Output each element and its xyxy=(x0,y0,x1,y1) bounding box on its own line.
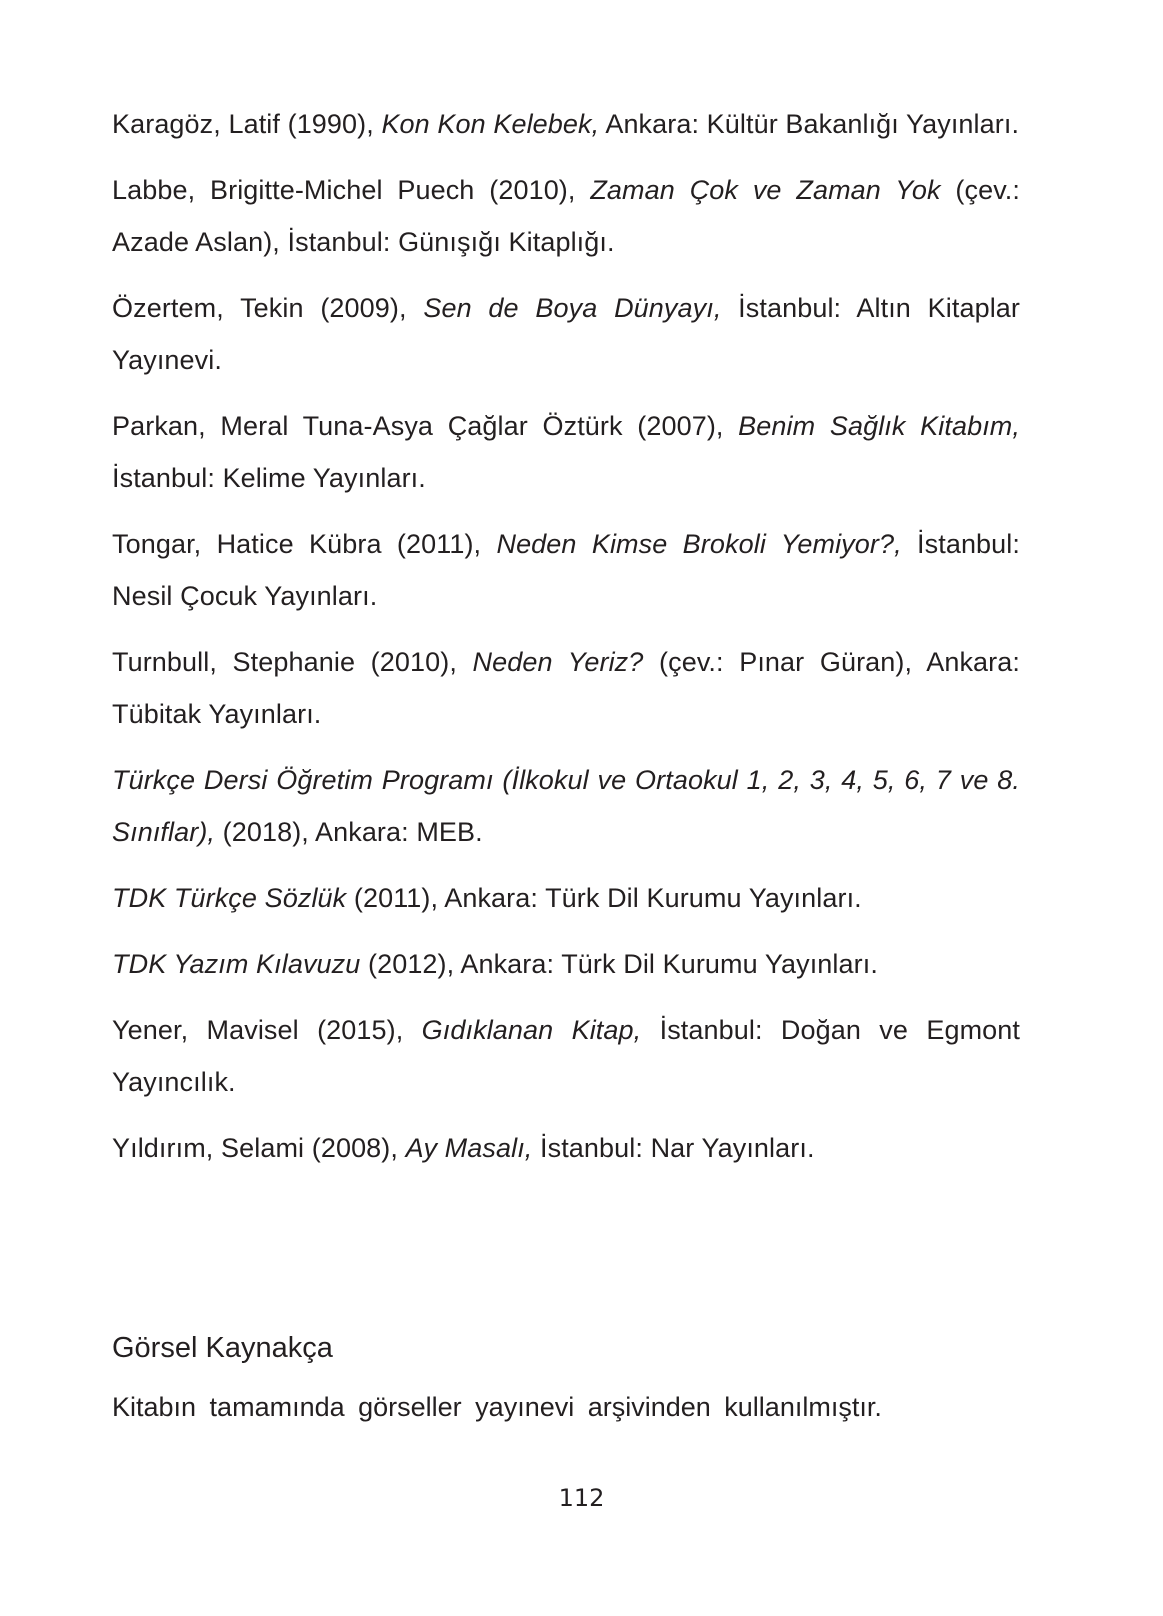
reference-title: Ay Masalı, xyxy=(405,1133,533,1163)
reference-title: Türkçe Dersi Öğretim Programı (İlkokul ve Ortaokul 1, 2, 3, 4, 5, 6, 7 ve 8. Sınıflar), xyxy=(112,765,1020,847)
reference-publisher: İstanbul: Nar Yayınları. xyxy=(532,1133,815,1163)
reference-entry xyxy=(112,1004,1020,1108)
reference-publisher: (çev.: Azade Aslan), İstanbul: Günışığı Kitaplığı. xyxy=(112,175,1020,257)
reference-publisher: (2018), Ankara: MEB. xyxy=(215,817,483,847)
reference-publisher: İstanbul: Doğan ve Egmont Yayıncılık. xyxy=(112,1015,1020,1097)
reference-entry xyxy=(112,400,1020,504)
reference-title: Neden Kimse Brokoli Yemiyor?, xyxy=(496,529,902,559)
reference-entry xyxy=(112,164,1020,268)
bibliography-list xyxy=(112,98,1020,1188)
reference-author: Parkan, Meral Tuna-Asya Çağlar Öztürk (2007), xyxy=(112,411,739,441)
reference-author: Özertem, Tekin (2009), xyxy=(112,293,424,323)
reference-author: Karagöz, Latif (1990), xyxy=(112,109,382,139)
reference-title: TDK Yazım Kılavuzu xyxy=(112,949,361,979)
reference-entry xyxy=(112,938,1020,990)
reference-entry xyxy=(112,872,1020,924)
reference-publisher: Ankara: Kültür Bakanlığı Yayınları. xyxy=(599,109,1020,139)
reference-title: Zaman Çok ve Zaman Yok xyxy=(590,175,941,205)
reference-publisher: İstanbul: Kelime Yayınları. xyxy=(112,463,426,493)
reference-author: Tongar, Hatice Kübra (2011), xyxy=(112,529,497,559)
reference-entry xyxy=(112,98,1020,150)
reference-entry xyxy=(112,636,1020,740)
reference-publisher: (2012), Ankara: Türk Dil Kurumu Yayınları. xyxy=(360,949,878,979)
visual-sources-heading: Görsel Kaynakça xyxy=(112,1332,333,1364)
reference-title: Neden Yeriz? xyxy=(472,647,644,677)
reference-title: Gıdıklanan Kitap, xyxy=(421,1015,642,1045)
reference-publisher: İstanbul: Nesil Çocuk Yayınları. xyxy=(112,529,1020,611)
reference-author: Yener, Mavisel (2015), xyxy=(112,1015,422,1045)
reference-title: Benim Sağlık Kitabım, xyxy=(738,411,1020,441)
reference-title: Kon Kon Kelebek, xyxy=(381,109,600,139)
reference-author: Yıldırım, Selami (2008), xyxy=(112,1133,406,1163)
page-number: 112 xyxy=(558,1484,605,1512)
visual-sources-text: Kitabın tamamında görseller yayınevi arşivinden kullanılmıştır. xyxy=(112,1392,882,1422)
reference-author: Turnbull, Stephanie (2010), xyxy=(112,647,473,677)
reference-author: Labbe, Brigitte-Michel Puech (2010), xyxy=(112,175,591,205)
reference-entry xyxy=(112,754,1020,858)
reference-entry xyxy=(112,1122,1020,1174)
reference-publisher: İstanbul: Altın Kitaplar Yayınevi. xyxy=(112,293,1021,375)
reference-title: Sen de Boya Dünyayı, xyxy=(423,293,722,323)
reference-publisher: (2011), Ankara: Türk Dil Kurumu Yayınları. xyxy=(346,883,862,913)
reference-entry xyxy=(112,518,1020,622)
reference-title: TDK Türkçe Sözlük xyxy=(112,883,347,913)
reference-publisher: (çev.: Pınar Güran), Ankara: Tübitak Yayınları. xyxy=(112,647,1020,729)
reference-entry xyxy=(112,282,1020,386)
